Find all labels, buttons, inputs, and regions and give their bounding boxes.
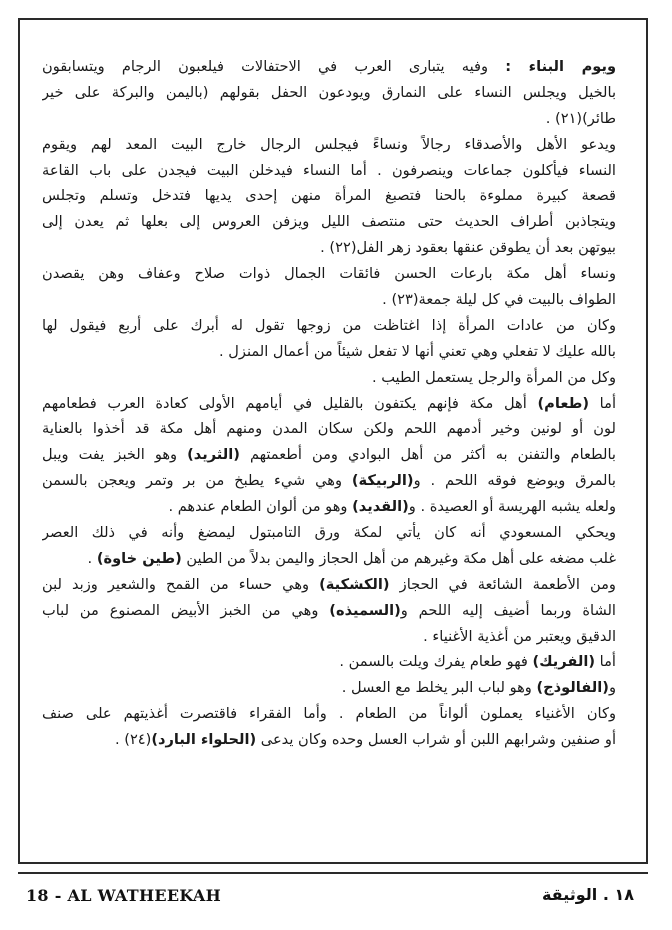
paragraph [42,391,628,520]
text-line: بالله عليك لا تفعلي وهي تعني أنها لا تفعل شيئاً من أعمال المنزل . [219,342,616,360]
paragraph [42,701,628,753]
footer-page-label-arabic: ١٨ . الوثيقة [541,885,634,904]
text-line: وكان من عادات المرأة إذا اغتاظت من زوجها تقول له أبرك على أربع فيقول لها [42,316,616,334]
paragraph [42,520,628,572]
text-line: أما (الفريك) فهو طعام يفرك ويلت بالسمن . [339,653,616,671]
text-line: الدقيق ويعتبر من أغذية الأغنياء . [423,627,616,645]
paragraph [42,365,628,391]
text-line: لون أو لونين وخير أدمهم اللحم ولكن سكان المدن ومنهم أهل مكة قد أخذوا بالعناية [42,420,616,438]
text-line: بالطعام والتفنن به أكثر من أهل البوادي ومن أطعمتهم (الثريد) وهو الخبز يفت ويبل [42,446,616,464]
paragraph [42,572,628,650]
text-line: أما (طعام) أهل مكة فإنهم يكتفون بالقليل في أيامهم الأولى كعادة العرب فطعامهم [42,394,616,412]
text-line: أو صنفين وشرابهم اللبن أو شراب العسل وحده وكان يدعى (الحلواء البارد)(٢٤) . [114,731,616,749]
paragraph [42,132,628,261]
text-line: غلب مضغه على أهل مكة وغيرهم من أهل الحجاز واليمن بدلاً من الطين (طين خاوة) . [87,549,616,567]
text-line: وكل من المرأة والرجل يستعمل الطيب . [371,368,616,386]
text-line: الطواف بالبيت في كل ليلة جمعة(٢٣) . [382,291,616,309]
text-line: بيوتهن بعد أن يطوقن عنقها بعقود زهر الفل(٢٢) . [320,239,616,257]
text-line: الشاة وربما أضيف إليه اللحم و(السميذه) وهي من الخبز الأبيض المصنوع من لباب [42,601,616,619]
text-line: ويتجاذبن أطراف الحديث حتى منتصف الليل ويزفن العروس إلى بعلها ثم يعدن إلى [42,213,616,231]
text-line: النساء فيأكلون جماعات وينصرفون . أما النساء فيدخلن البيت فيجدن على باب القاعة [42,161,616,179]
text-line: قصعة كبيرة مملوءة بالحنا فتصبغ المرأة منهن إحدى يديها فتدخل وتسلم وتجلس [42,187,616,205]
text-line: بالمرق ويوضع فوقه اللحم . و(الربيكة) وهي شيء يطبخ من بر وتمر ويعجن بالسمن [42,472,616,490]
page-frame [18,18,648,864]
text-line: ويدعو الأهل والأصدقاء رجالاً ونساءً فيجلس الرجال خارج البيت المعد لهم ويقوم [42,135,616,153]
text-line: و(الفالوذج) وهو لباب البر يخلط مع العسل . [341,679,616,697]
paragraph [42,261,628,313]
text-line: ويحكي المسعودي أنه كان يأتي لمكة ورق التامبتول ليمضغ وأنه في ذلك العصر [42,524,616,542]
paragraph [42,675,628,701]
text-line: طائر)(٢١) . [545,109,616,127]
text-line: ومن الأطعمة الشائعة في الحجاز (الكشكية) وهي حساء من القمح والشعير وزبد لبن [42,575,616,593]
paragraph [42,313,628,365]
text-line: ونساء أهل مكة بارعات الحسن فائقات الجمال ذوات صلاح وعفاف وهن يقصدن [42,265,616,283]
paragraph [42,649,628,675]
text-line: وكان الأغنياء يعملون ألواناً من الطعام . وأما الفقراء فاقتصرت أغذيتهم على صنف [42,705,616,723]
text-line: ولعله يشبه الهريسة أو العصيدة . و(القديد) وهو من ألوان الطعام عندهم . [168,498,616,516]
text-line: ويوم البناء : وفيه يتبارى العرب في الاحتفالات فيلعبون الرجام ويتسابقون [42,58,617,75]
page-footer [18,872,648,912]
paragraph [42,54,628,132]
article-body [42,54,628,753]
paragraph-lead-heading: ويوم البناء : [505,58,617,75]
text-line: بالخيل ويجلس النساء على النمارق ويودعون الحفل بقولهم (باليمن والبركة على خير [42,83,616,101]
footer-page-label: 18 - AL WATHEEKAH [26,886,222,905]
